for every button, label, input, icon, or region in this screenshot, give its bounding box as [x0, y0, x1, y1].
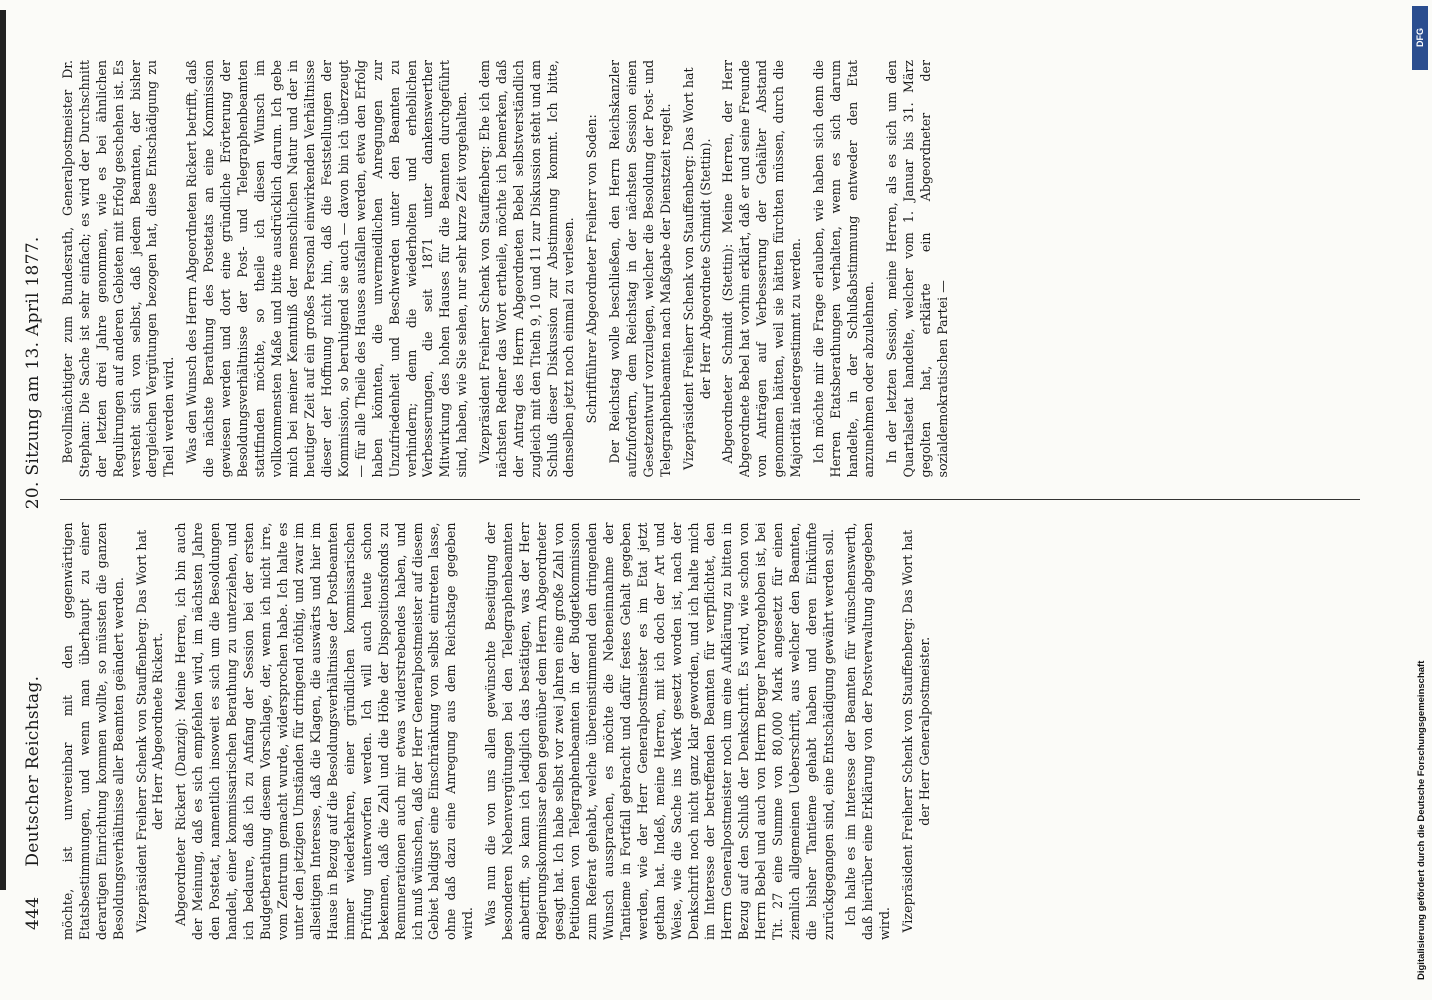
paragraph: Abgeordneter Schmidt (Stettin): Meine Herren, der Herr Abgeordnete Bebel hat vorhin erklärt, daß er und seine Freunde von Anträgen auf Verbesserung der Gehälter Abstand genommen hätten, weil sie hätten fürchten müssen, durch die Majorität niedergestimmt zu werden.: [720, 60, 803, 478]
paragraph: Vizepräsident Freiherr Schenk von Stauffenberg: Ehe ich dem nächsten Redner das Wort ertheile, möchte ich bemerken, daß der Antrag des Herrn Abgeordneten Bebel selbstverständlich zugleich mit den Titeln 9, 10 und 11 zur Diskussion steht und am Schluß dieser Diskussion zur Abstimmung kommt. Ich bitte, denselben jetzt noch einmal zu verlesen.: [477, 60, 577, 478]
paragraph: Was den Wunsch des Herrn Abgeordneten Rickert betrifft, daß die nächste Berathung des Postetats an eine Kommission gewiesen werden und dort eine gründliche Erörterung der Besoldungsverhältnisse der Post- und Telegraphenbeamten stattfinden möchte, so theile ich diesen Wunsch im vollkommensten Maße und bitte ausdrücklich darum. Ich gebe mich bei meiner Kenntniß der menschlichen Natur und der in heutiger Zeit auf ein großes Personal einwirkenden Verhältnisse dieser der Hoffnung nicht hin, daß die Feststellungen der Kommission, so beruhigend sie auch — davon bin ich überzeugt — für alle Theile des Hauses ausfallen werden, etwa den Erfolg haben könnten, die unvermeidlichen Anregungen zur Unzufriedenheit und Beschwerden unter den Beamten zu verhindern; denn die wiederholten und erheblichen Verbesserungen, die seit 1871 unter dankenswerther Mitwirkung des hohen Hauses für die Beamten durchgeführt sind, haben, wie Sie sehen, nur sehr kurze Zeit vorgehalten.: [184, 60, 470, 478]
speaker-line: Schriftführer Abgeordneter Freiherr von Soden:: [584, 114, 600, 424]
page-number: 444: [23, 896, 43, 930]
paragraph: In der letzten Session, meine Herren, als es sich um den Quartalsetat handelte, welcher vom 1. Januar bis 31. März gegolten hat, erklärte ein Abgeordneter der sozialdemokratischen Partei —: [884, 60, 950, 478]
header-rule: [0, 10, 6, 890]
paragraph: möchte, ist unvereinbar mit den gegenwärtigen Etatsbestimmungen, und wenn man überhaupt zu einer derartigen Einrichtung kommen wollte, so müssten die ganzen Besoldungsverhältnisse aller Beamten geändert werden.: [60, 522, 126, 940]
paragraph: Ich halte es im Interesse der Beamten für wünschenswerth, daß hierüber eine Erklärung von der Postverwaltung abgegeben wird.: [843, 522, 893, 940]
motion-text: Der Reichstag wolle beschließen, den Herrn Reichskanzler aufzufordern, dem Reichstag in der nächsten Session einen Gesetzentwurf vorzulegen, welcher die Besoldung der Post- und Telegraphenbeamten nach Maßgabe der Dienstzeit regelt.: [607, 60, 673, 478]
column-divider: [60, 500, 1360, 501]
speaker-line: Vizepräsident Freiherr Schenk von Stauffenberg: Das Wort hat der Herr Generalpostmeister.: [900, 529, 932, 933]
page-header: [18, 70, 48, 930]
paragraph: Ich möchte mir die Frage erlauben, wie haben sich denn die Herren Etatsberathungen verhalten, wenn es sich darum handelte, in der Schlußabstimmung entweder den Etat anzunehmen oder abzulehnen.: [810, 60, 877, 478]
text-columns: [60, 60, 1360, 940]
dfg-logo: DFG: [1412, 6, 1428, 70]
paragraph: Abgeordneter Rickert (Danzig): Meine Herren, ich bin auch der Meinung, daß es sich empfehlen wird, im nächsten Jahre den Postetat, namentlich insoweit es sich um die Besoldungen handelt, einer kommissarischen Berathung zu unterziehen, und ich bedaure, daß ich zu Anfang der Session bei der ersten Budgetberathung diesem Vorschlage, der, wenn ich nicht irre, vom Zentrum gemacht wurde, widersprochen habe. Ich halte es unter den jetzigen Umständen für dringend nöthig, und zwar im allseitigen Interesse, daß die Klagen, die auswärts und hier im Hause in Bezug auf die Besoldungsverhältnisse der Postbeamten immer wiederkehren, einer gründlichen kommissarischen Prüfung unterworfen werden. Ich will auch heute schon bekennen, daß die Zahl und die Höhe der Dispositionsfonds zu Remunerationen auch mir etwas widerstrebendes haben, und ich muß wünschen, daß der Herr Generalpostmeister auf diesem Gebiet baldigst eine Einschränkung von selbst eintreten lasse, ohne daß dazu eine Anregung aus dem Reichstage gegeben wird.: [173, 522, 476, 940]
paragraph: Was nun die von uns allen gewünschte Beseitigung der besonderen Nebenvergütungen bei den Telegraphenbeamten anbetrifft, so kann ich lediglich das bestätigen, was der Herr Regierungskommissar eben gegenüber dem Herrn Abgeordneter gesagt hat. Ich habe selbst vor zwei Jahren eine große Zahl von Petitionen von Telegraphenbeamten in der Budgetkommission zum Referat gehabt, welche übereinstimmend den dringenden Wunsch aussprachen, es möchte die Nebeneinnahme der Tantieme in Fortfall gebracht und dafür festes Gehalt gegeben werden, wie der Herr Generalpostmeister es im Etat jetzt gethan hat. Indeß, meine Herren, mit ich doch der Art und Weise, wie die Sache ins Werk gesetzt worden ist, nach der Denkschrift noch nicht ganz klar geworden, und ich halte mich im Interesse der betreffenden Beamten für verpflichtet, den Herrn Generalpostmeister noch um eine Aufklärung zu bitten in Bezug auf den Schluß der Denkschrift. Es wird, wie schon von Herrn Bebel und auch von Herrn Berger hervorgehoben ist, bei Tit. 27 eine Summe von 80,000 Mark angesetzt für einen ziemlich allgemeinen Ueberschrift, aus welcher den Beamten, die bisher Tantieme gehabt haben und deren Einkünfte zurückgegangen sind, eine Entschädigung gewährt werden soll.: [483, 522, 836, 940]
paragraph: Bevollmächtigter zum Bundesrath, Generalpostmeister Dr. Stephan: Die Sache ist sehr einfach; es wird der Durchschnitt der letzten drei Jahre genommen, wie es bei ähnlichen Regulirungen auf anderen Gebieten mit Erfolg geschehen ist. Es versteht sich von selbst, daß jedem Beamten, der bisher dergleichen Vergütungen bezogen hat, diese Entschädigung zu Theil werden wird.: [60, 60, 177, 478]
speaker-line: Vizepräsident Freiherr Schenk von Stauffenberg: Das Wort hat der Herr Abgeordnete Rickert.: [133, 529, 166, 933]
digitization-credit: Digitalisierung gefördert durch die Deutsche Forschungsgemeinschaft: [1416, 660, 1427, 980]
publication-title: Deutscher Reichstag.: [23, 675, 43, 867]
right-column: [60, 60, 1360, 478]
session-title: 20. Sitzung am 13. April 1877.: [23, 236, 43, 510]
left-column: [60, 523, 1360, 941]
speaker-line: Vizepräsident Freiherr Schenk von Stauffenberg: Das Wort hat der Herr Abgeordnete Schmidt (Stettin).: [680, 67, 713, 471]
